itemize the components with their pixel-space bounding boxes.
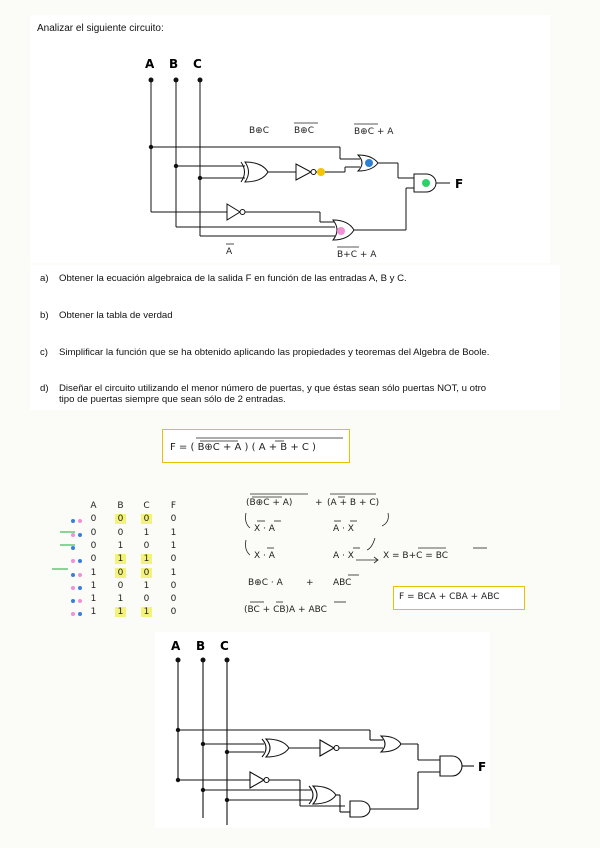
c2-input-a: A [171, 639, 181, 653]
work-line4b: ABC [333, 578, 352, 588]
annot-or-bottom: B+C + A [337, 250, 377, 260]
truth-header-b: B [117, 501, 124, 511]
truth-cell: 0 [170, 594, 177, 605]
work-line1a: (B⊕C + A) [246, 498, 293, 508]
result-text: F = BCA + CBA + ABC [399, 592, 500, 602]
truth-cell: 1 [170, 527, 177, 538]
truth-cell: 0 [117, 580, 124, 591]
truth-cell: 0 [141, 568, 152, 578]
annot-or-top: B⊕C + A [354, 127, 394, 137]
truth-cell: 0 [143, 540, 150, 551]
c1-input-b: B [169, 57, 179, 71]
truth-cell: 0 [115, 568, 126, 578]
c1-input-c: C [193, 57, 202, 71]
truth-cell: 0 [90, 554, 97, 565]
truth-cell: 0 [143, 594, 150, 605]
truth-cell: 1 [170, 567, 177, 578]
question-b: b) Obtener la tabla de verdad [40, 310, 173, 321]
truth-cell: 1 [143, 580, 150, 591]
truth-cell: 1 [90, 607, 97, 618]
truth-cell: 1 [141, 607, 152, 617]
truth-cell: 1 [90, 594, 97, 605]
annot-not-a: A [226, 247, 233, 257]
truth-cell: 0 [170, 580, 177, 591]
question-c: c) Simplificar la función que se ha obtenido aplicando las propiedades y teoremas del Algebra de Boole. [40, 347, 490, 358]
work-line3c: X = B+C = BC [383, 551, 448, 561]
work-line1b: (A + B + C) [327, 498, 380, 508]
truth-cell: 0 [115, 514, 126, 524]
truth-cell: 0 [90, 540, 97, 551]
annot-not-xor: B⊕C [294, 126, 314, 136]
question-d: d) Diseñar el circuito utilizando el menor número de puertas, y que éstas sean sólo puertas NOT, u otro tipo de puertas siempre que sean sólo de 2 entradas. [40, 383, 487, 405]
truth-cell: 1 [90, 580, 97, 591]
truth-cell: 1 [117, 540, 124, 551]
work-line5: (BC + CB)A + ABC [244, 605, 327, 615]
work-line3b: A · X [333, 551, 354, 561]
truth-cell: 0 [90, 527, 97, 538]
truth-cell: 0 [117, 527, 124, 538]
truth-cell: 1 [170, 540, 177, 551]
truth-cell: 0 [170, 607, 177, 618]
truth-cell: 0 [90, 514, 97, 525]
work-line1op: + [315, 498, 323, 508]
truth-cell: 1 [117, 594, 124, 605]
work-line2a: X · A [254, 524, 275, 534]
c2-output-f: F [478, 760, 487, 774]
c2-input-b: B [196, 639, 206, 653]
question-a: a) Obtener la ecuación algebraica de la salida F en función de las entradas A, B y C. [40, 273, 407, 284]
truth-cell: 0 [141, 514, 152, 524]
truth-cell: 1 [141, 554, 152, 564]
truth-cell: 1 [115, 607, 126, 617]
truth-cell: 1 [90, 567, 97, 578]
truth-header-c: C [143, 501, 150, 511]
work-line2b: A · X [333, 524, 354, 534]
work-line4a: B⊕C · A [248, 578, 283, 588]
work-line4op: + [306, 578, 314, 588]
c1-input-a: A [145, 57, 155, 71]
truth-cell: 1 [115, 554, 126, 564]
c2-input-c: C [220, 639, 229, 653]
annot-xor: B⊕C [249, 126, 269, 136]
truth-cell: 1 [143, 527, 150, 538]
truth-header-a: A [90, 501, 97, 511]
work-line3a: X · A [254, 551, 275, 561]
equation-text: F = ( B⊕C + A ) ( A + B + C ) [170, 442, 316, 453]
c1-output-f: F [455, 177, 464, 191]
intro-text: Analizar el siguiente circuito: [37, 23, 164, 34]
truth-cell: 0 [170, 554, 177, 565]
truth-cell: 0 [170, 514, 177, 525]
truth-header-f: F [170, 501, 177, 511]
